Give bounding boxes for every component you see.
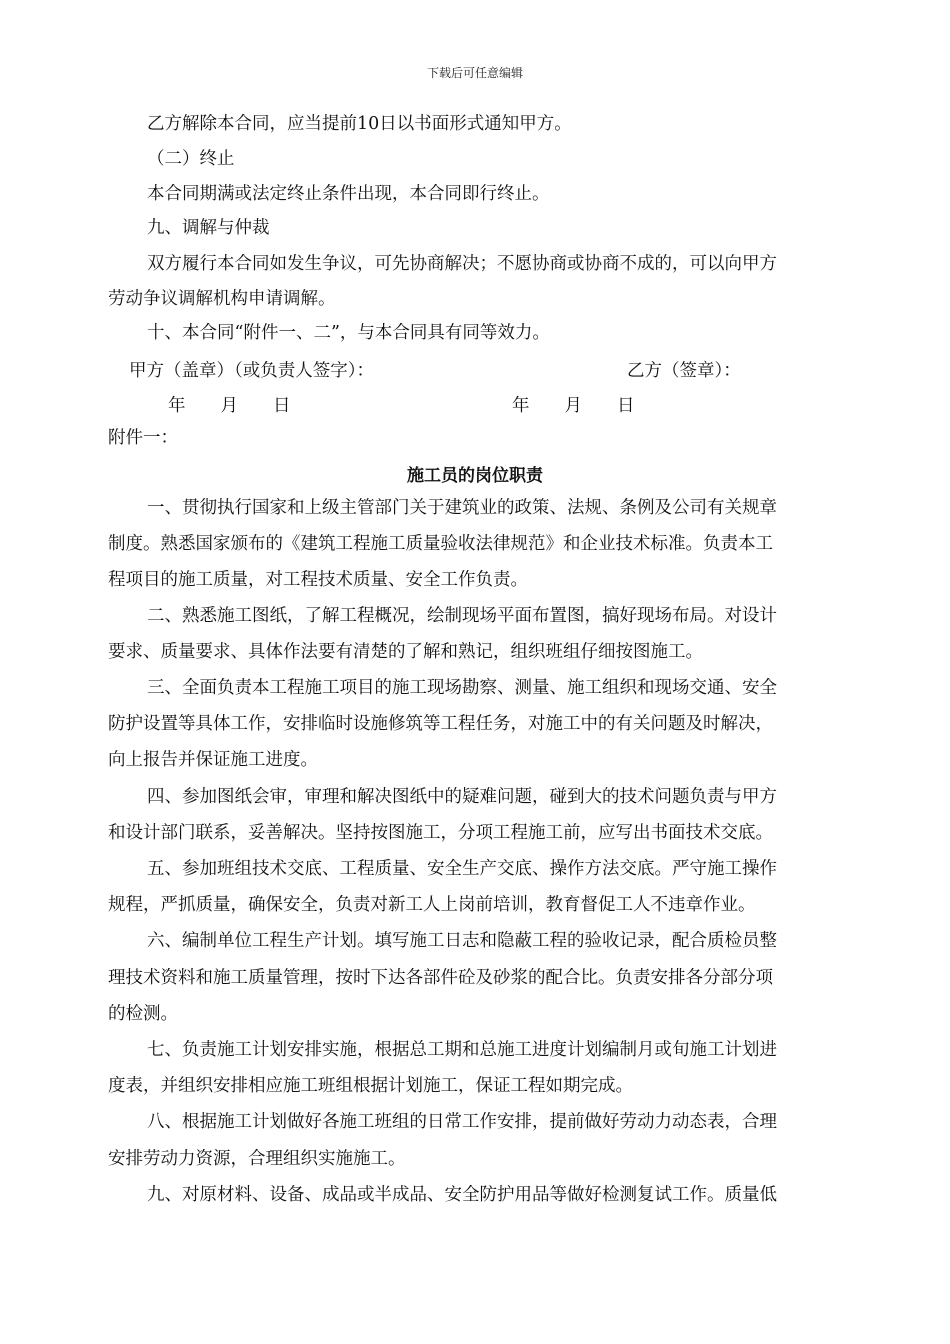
duty-line: 的检测。 xyxy=(108,1004,178,1024)
duty-line: 五、参加班组技术交底、工程质量、安全生产交底、操作方法交底。严守施工操作 xyxy=(147,859,777,879)
duty-line: 四、参加图纸会审，审理和解决图纸中的疑难问题，碰到大的技术问题负责与甲方 xyxy=(147,787,777,807)
duty-line: 安排劳动力资源，合理组织实施施工。 xyxy=(108,1149,406,1169)
duty-line: 制度。熟悉国家颁布的《建筑工程施工质量验收法律规范》和企业技术标准。负责本工 xyxy=(108,534,773,554)
duty-line: 防护设置等具体工作，安排临时设施修筑等工程任务，对施工中的有关问题及时解决， xyxy=(108,714,773,734)
duty-line: 规程，严抓质量，确保安全，负责对新工人上岗前培训，教育督促工人不违章作业。 xyxy=(108,895,756,915)
section-heading: 九、调解与仲裁 xyxy=(147,218,270,238)
paragraph-line: 双方履行本合同如发生争议，可先协商解决；不愿协商或协商不成的，可以向甲方 xyxy=(147,254,777,274)
duty-line: 向上报告并保证施工进度。 xyxy=(108,750,318,770)
party-a-date: 年 月 日 xyxy=(168,396,291,416)
party-a-signature-label: 甲方（盖章）（或负责人签字）： xyxy=(129,361,374,381)
duty-line: 程项目的施工质量，对工程技术质量、安全工作负责。 xyxy=(108,570,528,590)
duty-line: 和设计部门联系，妥善解决。坚持按图施工，分项工程施工前，应写出书面技术交底。 xyxy=(108,823,773,843)
page-header: 下载后可任意编辑 xyxy=(426,66,523,80)
duty-line: 三、全面负责本工程施工项目的施工现场勘察、测量、施工组织和现场交通、安全 xyxy=(147,678,777,698)
document-title: 施工员的岗位职责 xyxy=(407,466,543,486)
paragraph-line: 劳动争议调解机构申请调解。 xyxy=(108,289,336,309)
duty-line: 七、负责施工计划安排实施，根据总工期和总施工进度计划编制月或旬施工计划进 xyxy=(147,1040,777,1060)
paragraph-line: 十、本合同“附件一、二”，与本合同具有同等效力。 xyxy=(147,323,550,343)
duty-line: 六、编制单位工程生产计划。填写施工日志和隐蔽工程的验收记录，配合质检员整 xyxy=(147,931,777,951)
party-b-date: 年 月 日 xyxy=(512,396,635,416)
duty-line: 二、熟悉施工图纸，了解工程概况，绘制现场平面布置图，搞好现场布局。对设计 xyxy=(147,606,777,626)
paragraph-line: 乙方解除本合同，应当提前10日以书面形式通知甲方。 xyxy=(147,114,572,134)
duty-line: 八、根据施工计划做好各施工班组的日常工作安排，提前做好劳动力动态表，合理 xyxy=(147,1112,777,1132)
duty-line: 九、对原材料、设备、成品或半成品、安全防护用品等做好检测复试工作。质量低 xyxy=(147,1185,777,1205)
duty-line: 要求、质量要求、具体作法要有清楚的了解和熟记，组织班组仔细按图施工。 xyxy=(108,642,703,662)
duty-line: 度表，并组织安排相应施工班组根据计划施工，保证工程如期完成。 xyxy=(108,1076,633,1096)
party-b-signature-label: 乙方（签章）： xyxy=(627,361,741,381)
section-heading: （二）终止 xyxy=(147,149,235,169)
paragraph-line: 本合同期满或法定终止条件出现，本合同即行终止。 xyxy=(147,184,550,204)
duty-line: 理技术资料和施工质量管理，按时下达各部件砼及砂浆的配合比。负责安排各分部分项 xyxy=(108,968,773,988)
attachment-label: 附件一： xyxy=(108,428,178,448)
duty-line: 一、贯彻执行国家和上级主管部门关于建筑业的政策、法规、条例及公司有关规章 xyxy=(147,498,777,518)
